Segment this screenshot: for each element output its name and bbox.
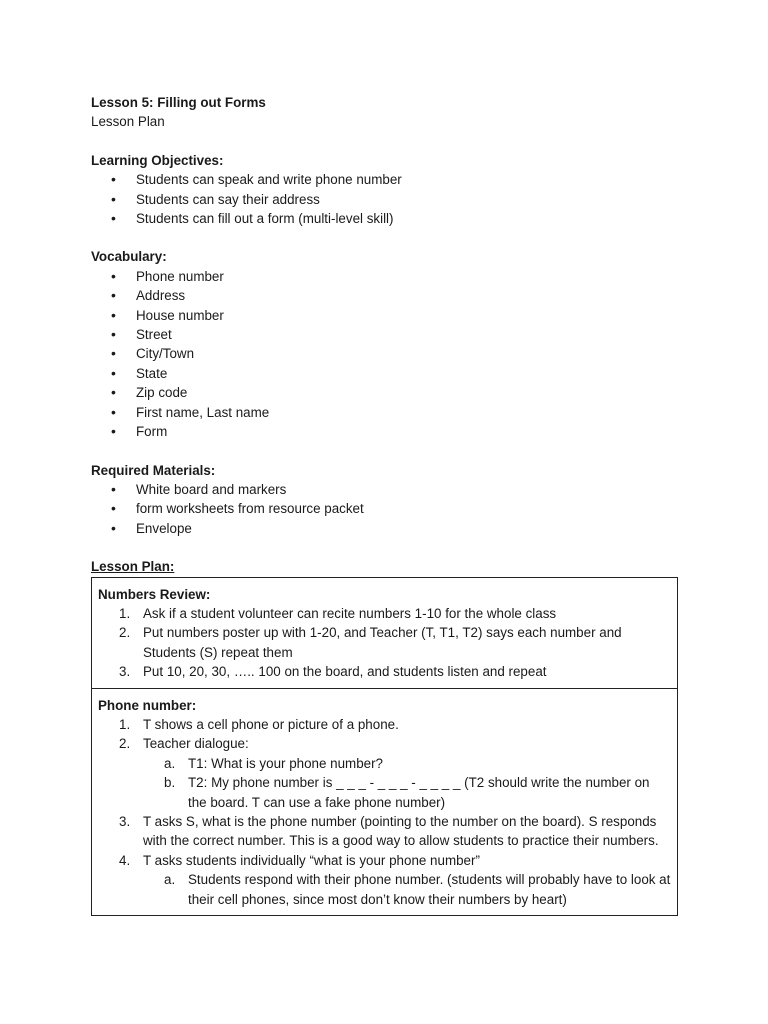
list-item: • Envelope [91,519,681,538]
list-item [98,812,671,851]
phone-number-section [92,688,677,915]
list-item [98,662,671,681]
step-text: T shows a cell phone or picture of a phone. [143,716,399,732]
list-item [98,604,671,623]
list-item: • City/Town [91,344,681,363]
list-item [143,754,671,773]
list-item [98,734,671,812]
list-item: • Students can speak and write phone number [91,170,681,189]
substep-letter: b. [164,775,176,791]
step-number: 3. [119,814,131,829]
step-text: T asks S, what is the phone number (pointing to the number on the board). S responds with the correct number. This is a good way to allow students to practice their numbers. [143,814,659,849]
substep-letter: a. [164,872,176,888]
phone-number-heading: Phone number: [98,697,197,713]
document-title: Lesson 5: Filling out Forms [91,95,266,110]
list-item: • Zip code [91,383,681,402]
list-item [143,870,671,909]
step-text: Ask if a student volunteer can recite numbers 1-10 for the whole class [143,605,557,621]
materials-heading: Required Materials: [91,462,216,478]
step-number: 2. [119,625,131,641]
objectives-list [91,170,681,228]
substep-letter: a. [164,755,176,771]
document-page [91,93,681,916]
lesson-plan-heading: Lesson Plan: [91,559,175,575]
list-item: • Street [91,325,681,344]
step-number: 1. [119,605,131,621]
list-item: • form worksheets from resource packet [91,499,681,518]
substep-text: T2: My phone number is _ _ _ - _ _ _ - _ _ _ _ (T2 should write the number on the board. T can use a fake phone number) [188,775,650,810]
phone-number-steps [98,715,671,909]
objectives-heading: Learning Objectives: [91,152,224,168]
vocabulary-heading: Vocabulary: [91,249,167,265]
numbers-review-steps [98,604,671,682]
substep-text: Students respond with their phone number. (students will probably have to look at their cell phones, since most don’t know their numbers by heart) [188,872,671,907]
list-item: • Students can say their address [91,190,681,209]
numbers-review-section [92,578,677,688]
list-item: • White board and markers [91,480,681,499]
vocabulary-list [91,267,681,442]
list-item [98,623,671,662]
list-item: • Address [91,286,681,305]
list-item [98,715,671,734]
numbers-review-heading: Numbers Review: [98,586,211,602]
document-subtitle: Lesson Plan [91,114,165,130]
step-number: 1. [119,716,131,732]
step-text: Teacher dialogue: [143,736,249,752]
list-item: • Phone number [91,267,681,286]
step-text: Put 10, 20, 30, ….. 100 on the board, and students listen and repeat [143,664,547,680]
lesson-plan-table [91,577,678,917]
list-item [98,851,671,909]
list-item: • House number [91,306,681,325]
materials-list [91,480,681,538]
list-item: • Students can fill out a form (multi-level skill) [91,209,681,228]
step-number: 2. [119,736,131,752]
step-text: Put numbers poster up with 1-20, and Teacher (T, T1, T2) says each number and Students (S) repeat them [143,625,622,660]
step-number: 4. [119,852,131,868]
step-number: 3. [119,664,131,680]
substep-text: T1: What is your phone number? [188,755,384,771]
step-text: T asks students individually “what is your phone number” [143,852,480,868]
list-item: • First name, Last name [91,403,681,422]
list-item [143,773,671,812]
dialogue-substeps [143,754,671,812]
response-substeps [143,870,671,909]
list-item: • State [91,364,681,383]
list-item: • Form [91,422,681,441]
